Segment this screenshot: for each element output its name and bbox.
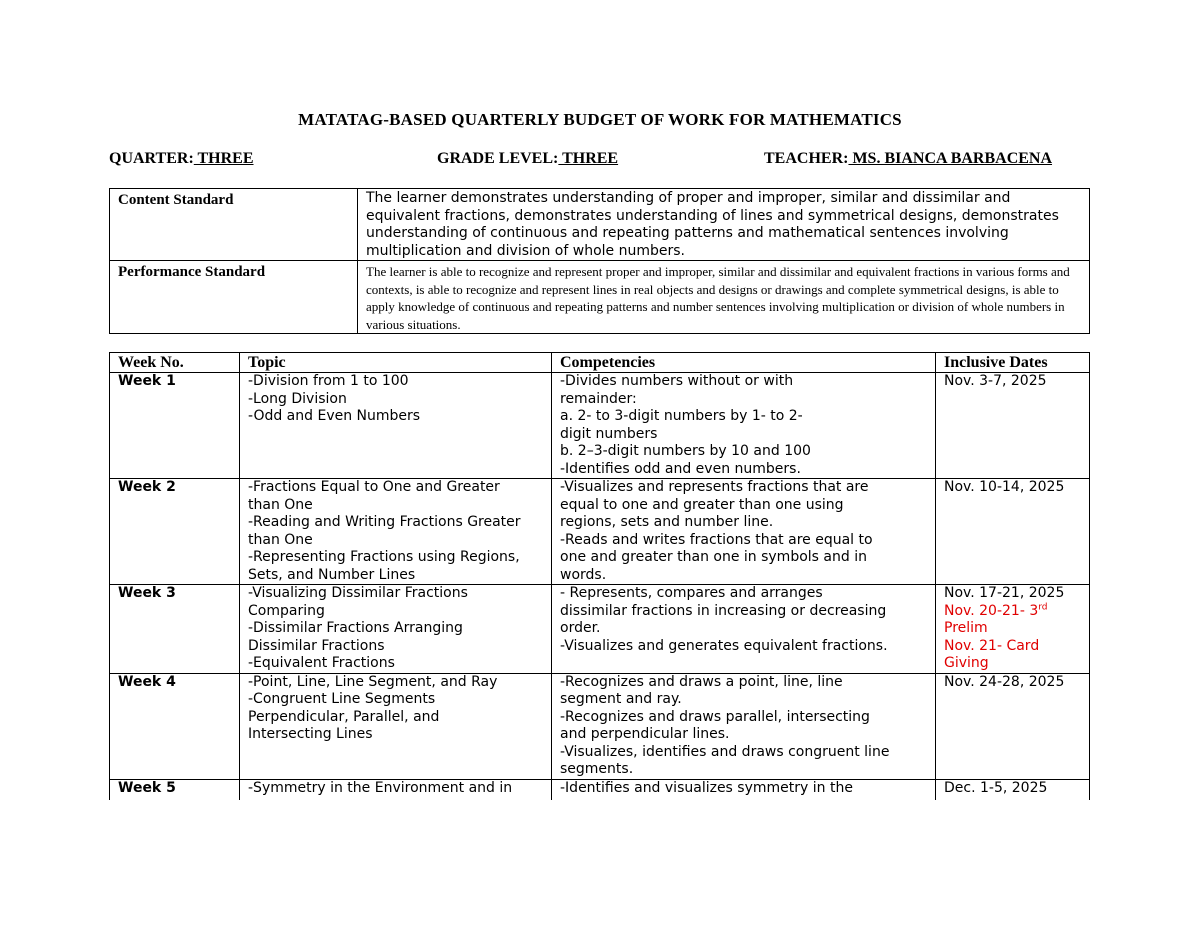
standards-table <box>109 188 1090 334</box>
table-row <box>110 779 1090 800</box>
competency-line: -Reads and writes fractions that are equal to <box>560 531 873 548</box>
competency-line: segment and ray. <box>560 691 682 707</box>
topic-line: -Congruent Line Segments <box>248 691 436 707</box>
weekly-budget-table <box>109 352 1090 800</box>
topic-line: -Symmetry in the Environment and in <box>248 779 513 796</box>
competency-line: -Visualizes and represents fractions that are <box>560 479 869 495</box>
topic-line: -Equivalent Fractions <box>248 655 395 671</box>
competency-line: a. 2- to 3-digit numbers by 1- to 2- <box>560 408 803 424</box>
teacher-info <box>764 150 1052 168</box>
topic-line: Dissimilar Fractions <box>248 637 385 654</box>
table-row <box>110 585 1090 674</box>
table-row <box>110 373 1090 479</box>
topic-line: -Visualizing Dissimilar Fractions <box>248 585 468 601</box>
competency-line: -Identifies and visualizes symmetry in the <box>560 779 853 796</box>
page-title: MATATAG-BASED QUARTERLY BUDGET OF WORK FOR MATHEMATICS <box>298 110 902 129</box>
topic-cell <box>240 479 552 585</box>
prelim-note-cont: Prelim <box>944 620 988 636</box>
performance-standard-text: The learner is able to recognize and represent proper and improper, similar and dissimilar and equivalent fractions in various forms and contexts, is able to recognize and represent lines in real objects and designs or drawings and complete symmetrical designs, is able to apply knowledge of continuous and repeating patterns and number sentences involving multiplication or division of whole numbers in various situations. <box>358 261 1090 334</box>
performance-standard-row <box>110 261 1090 334</box>
competency-line: regions, sets and number line. <box>560 514 774 530</box>
topic-cell <box>240 673 552 779</box>
competency-line: words. <box>560 566 607 583</box>
grade-level-label: GRADE LEVEL: <box>437 150 559 167</box>
competency-line: order. <box>560 620 601 636</box>
card-giving-note-cont: Giving <box>944 655 989 671</box>
quarter-info <box>109 150 254 168</box>
quarter-value: THREE <box>193 150 254 167</box>
topic-line: -Long Division <box>248 390 347 407</box>
prelim-note-suffix: rd <box>1038 601 1048 612</box>
content-standard-text: The learner demonstrates understanding of proper and improper, similar and dissimilar and equivalent fractions, demonstrates understanding of lines and symmetrical designs, demonstrates understanding of continuous and repeating patterns and mathematical sentences involving multiplication and division of whole numbers. <box>358 189 1090 261</box>
performance-standard-label: Performance Standard <box>110 261 358 334</box>
topic-line: Perpendicular, Parallel, and <box>248 708 440 725</box>
week-cell: Week 2 <box>110 479 240 585</box>
dates-cell: Nov. 24-28, 2025 <box>936 673 1090 779</box>
competency-line: - Represents, compares and arranges <box>560 585 823 601</box>
week-cell: Week 3 <box>110 585 240 674</box>
competency-line: one and greater than one in symbols and in <box>560 549 867 565</box>
competency-line: dissimilar fractions in increasing or decreasing <box>560 602 887 619</box>
competencies-cell <box>552 373 936 479</box>
topic-line: -Reading and Writing Fractions Greater <box>248 514 521 530</box>
topic-line: -Odd and Even Numbers <box>248 408 421 424</box>
competency-line: -Visualizes, identifies and draws congruent line <box>560 743 890 760</box>
header-competencies: Competencies <box>552 353 936 373</box>
competencies-cell <box>552 585 936 674</box>
topic-line: -Division from 1 to 100 <box>248 373 409 389</box>
prelim-note-text: Nov. 20-21- 3 <box>944 602 1039 619</box>
topic-line: -Point, Line, Line Segment, and Ray <box>248 673 498 690</box>
header-week-no: Week No. <box>110 353 240 373</box>
content-standard-row <box>110 189 1090 261</box>
competency-line: b. 2–3-digit numbers by 10 and 100 <box>560 443 811 459</box>
competency-line: -Recognizes and draws parallel, intersecting <box>560 708 870 725</box>
week-cell: Week 4 <box>110 673 240 779</box>
dates-line: Nov. 17-21, 2025 <box>944 585 1065 601</box>
teacher-label: TEACHER: <box>764 150 849 167</box>
competency-line: segments. <box>560 761 634 777</box>
competencies-cell <box>552 479 936 585</box>
table-row <box>110 479 1090 585</box>
competency-line: -Identifies odd and even numbers. <box>560 460 801 477</box>
topic-line: Comparing <box>248 602 325 619</box>
week-cell: Week 1 <box>110 373 240 479</box>
topic-line: -Fractions Equal to One and Greater <box>248 479 500 495</box>
dates-cell <box>936 585 1090 674</box>
competency-line: digit numbers <box>560 425 658 442</box>
grade-level-value: THREE <box>558 150 619 167</box>
dates-cell: Nov. 3-7, 2025 <box>936 373 1090 479</box>
prelim-note <box>944 603 1081 621</box>
topic-cell <box>240 779 552 800</box>
topic-line: Sets, and Number Lines <box>248 566 416 583</box>
content-standard-label: Content Standard <box>110 189 358 261</box>
topic-cell <box>240 373 552 479</box>
topic-line: Intersecting Lines <box>248 726 373 742</box>
week-cell: Week 5 <box>110 779 240 800</box>
table-header-row <box>110 353 1090 373</box>
competency-line: -Divides numbers without or with <box>560 373 794 389</box>
card-giving-note: Nov. 21- Card <box>944 637 1040 654</box>
header-inclusive-dates: Inclusive Dates <box>936 353 1090 373</box>
table-row <box>110 673 1090 779</box>
competency-line: equal to one and greater than one using <box>560 496 844 513</box>
teacher-value: MS. BIANCA BARBACENA <box>848 150 1053 167</box>
topic-line: than One <box>248 496 313 513</box>
topic-line: -Dissimilar Fractions Arranging <box>248 620 463 636</box>
topic-line: than One <box>248 531 313 548</box>
grade-level-info <box>437 150 618 168</box>
dates-cell: Dec. 1-5, 2025 <box>936 779 1090 800</box>
competency-line: -Visualizes and generates equivalent fractions. <box>560 637 888 654</box>
quarter-label: QUARTER: <box>109 150 194 167</box>
competencies-cell <box>552 779 936 800</box>
dates-cell: Nov. 10-14, 2025 <box>936 479 1090 585</box>
competency-line: -Recognizes and draws a point, line, line <box>560 673 843 690</box>
topic-cell <box>240 585 552 674</box>
topic-line: -Representing Fractions using Regions, <box>248 549 520 565</box>
competencies-cell <box>552 673 936 779</box>
competency-line: and perpendicular lines. <box>560 726 730 742</box>
header-topic: Topic <box>240 353 552 373</box>
competency-line: remainder: <box>560 390 637 407</box>
